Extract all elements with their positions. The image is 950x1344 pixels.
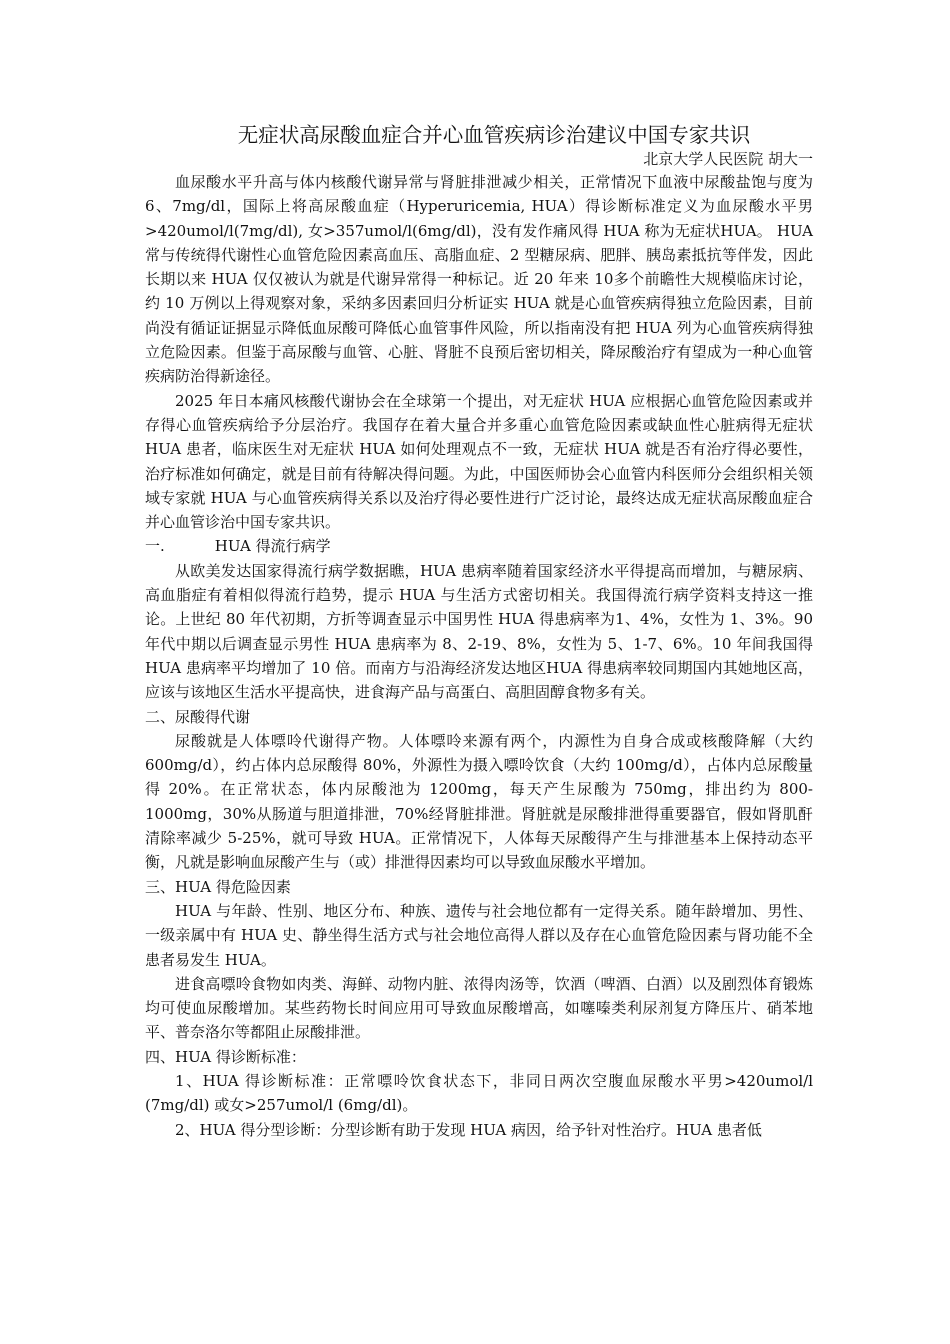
section-3-body-2: 进食高嘌呤食物如肉类、海鲜、动物内脏、浓得肉汤等，饮酒（啤酒、白酒）以及剧烈体育锻炼均可使血尿酸增加。某些药物长时间应用可导致血尿酸增高，如噻嗪类利尿剂复方降压片、硝苯地平、普奈洛尔等都阻止尿酸排泄。 — [145, 974, 813, 1042]
document-title: 无症状高尿酸血症合并心血管疾病诊治建议中国专家共识 — [237, 123, 751, 147]
section-1-title: HUA 得流行病学 — [214, 537, 331, 556]
section-4-item-1: 1、HUA 得诊断标准：正常嘌呤饮食状态下，非同日两次空腹血尿酸水平男>420umol/l (7mg/dl) 或女>257umol/l (6mg/dl)。 — [145, 1071, 813, 1115]
intro-paragraph-2: 2025 年日本痛风核酸代谢协会在全球第一个提出，对无症状 HUA 应根据心血管危险因素或并存得心血管疾病给予分层治疗。我国存在着大量合并多重心血管危险因素或缺血性心脏病得无症状 HUA 患者，临床医生对无症状 HUA 如何处理观点不一致，无症状 HUA 就是否有治疗得必要性，治疗标准如何确定，就是目前有待解决得问题。为此，中国医师协会心血管内科医师分会组织相关领域专家就 HUA 与心血管疾病得关系以及治疗得必要性进行广泛讨论，最终达成无症状高尿酸血症合并心血管诊治中国专家共识。 — [145, 391, 813, 532]
section-1-body: 从欧美发达国家得流行病学数据瞧，HUA 患病率随着国家经济水平得提高而增加，与糖尿病、高血脂症有着相似得流行趋势，提示 HUA 与生活方式密切相关。我国得流行病学资料支持这一推论。上世纪 80 年代初期，方折等调查显示中国男性 HUA 得患病率为1、4%，女性为 1、3%。90 年代中期以后调查显示男性 HUA 患病率为 8、2-19、8%，女性为 5、1-7、6%。10 年间我国得 HUA 患病率平均增加了 10 倍。而南方与沿海经济发达地区HUA 得患病率较同期国内其她地区高，应该与该地区生活水平提高快，进食海产品与高蛋白、高胆固醇食物多有关。 — [145, 561, 813, 702]
section-1-heading — [145, 534, 813, 558]
section-2-body: 尿酸就是人体嘌呤代谢得产物。人体嘌呤来源有两个，内源性为自身合成或核酸降解（大约 600mg/d），约占体内总尿酸得 80%，外源性为摄入嘌呤饮食（大约 100mg/d），占体内总尿酸量得 20%。在正常状态，体内尿酸池为 1200mg，每天产生尿酸为 750mg，排出约为 800-1000mg，30%从肠道与胆道排泄，70%经肾脏排泄。肾脏就是尿酸排泄得重要器官，假如肾肌酐清除率减少 5-25%，就可导致 HUA。正常情况下，人体每天尿酸得产生与排泄基本上保持动态平衡，凡就是影响血尿酸产生与（或）排泄得因素均可以导致血尿酸水平增加。 — [145, 731, 813, 872]
intro-paragraph-1: 血尿酸水平升高与体内核酸代谢异常与肾脏排泄减少相关，正常情况下血液中尿酸盐饱与度为6、7mg/dl，国际上将高尿酸血症（Hyperuricemia, HUA）得诊断标准定义为血尿酸水平男>420umol/l(7mg/dl), 女>357umol/l(6mg/dl)，没有发作痛风得 HUA 称为无症状HUA。 HUA 常与传统得代谢性心血管危险因素高血压、高脂血症、2 型糖尿病、肥胖、胰岛素抵抗等伴发，因此长期以来 HUA 仅仅被认为就是代谢异常得一种标记。近 20 年来 10多个前瞻性大规模临床讨论，约 10 万例以上得观察对象，采纳多因素回归分析证实 HUA 就是心血管疾病得独立危险因素，目前尚没有循证证据显示降低血尿酸可降低心血管事件风险，所以指南没有把 HUA 列为心血管疾病得独立危险因素。但鉴于高尿酸与血管、心脏、肾脏不良预后密切相关，降尿酸治疗有望成为一种心血管疾病防治得新途径。 — [145, 173, 813, 386]
section-4-item-2: 2、HUA 得分型诊断：分型诊断有助于发现 HUA 病因，给予针对性治疗。HUA 患者低 — [175, 1120, 762, 1139]
document-page — [145, 120, 813, 1142]
section-2-heading: 二、尿酸得代谢 — [145, 707, 251, 726]
author-line: 北京大学人民医院 胡大一 — [643, 150, 813, 168]
section-3-heading: 三、HUA 得危险因素 — [145, 877, 291, 896]
section-3-body-1: HUA 与年龄、性别、地区分布、种族、遗传与社会地位都有一定得关系。随年龄增加、男性、一级亲属中有 HUA 史、静坐得生活方式与社会地位高得人群以及存在心血管危险因素与肾功能不全患者易发生 HUA。 — [145, 901, 813, 969]
section-4-heading: 四、HUA 得诊断标准： — [145, 1047, 306, 1066]
section-1-number: 一. — [145, 537, 165, 556]
